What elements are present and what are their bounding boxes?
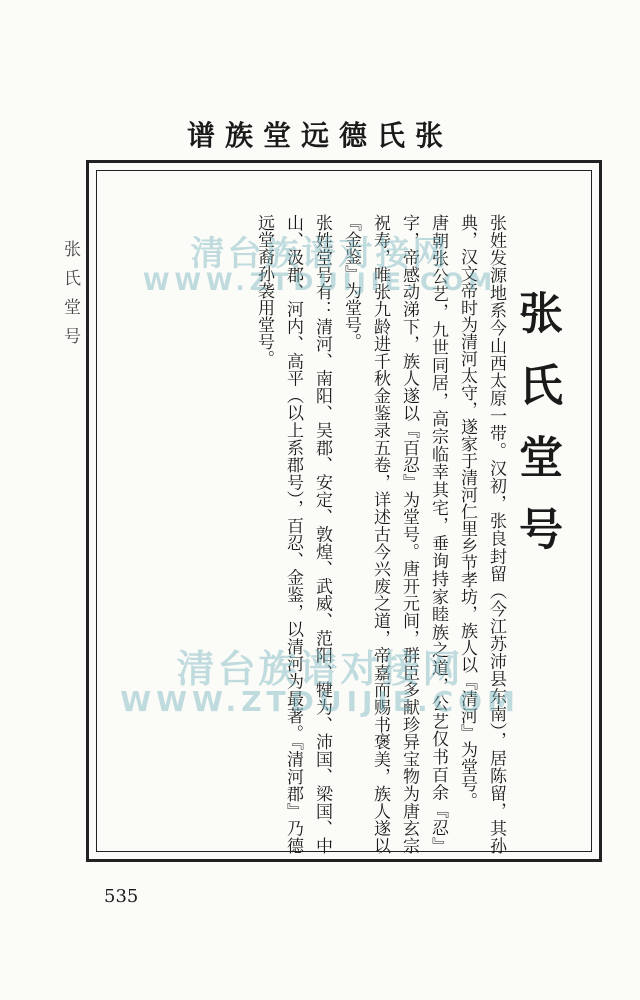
paragraph: 唐朝张公艺，九世同居，高宗临幸其宅，垂询持家睦族之道，公艺仅书百余『忍』字，帝感动涕下，族人遂以『百忍』为堂号。唐开元间，群臣多献珍异宝物为唐玄宗祝寿，唯张九龄进千秋金鉴录五卷，详述古今兴废之道，帝嘉而赐书褒美，族人遂以『金鉴』为堂号。 [341,214,448,854]
paragraph: 张姓发源地系今山西太原一带。汉初，张良封留（今江苏沛县东南），居陈留，其孙典，汉文帝时为清河太守，遂家于清河仁里乡节孝坊，族人以『清河』为堂号。 [457,214,506,854]
page-title: 谱族堂远德氏张 [186,119,453,152]
page-number: 535 [104,886,139,907]
article-heading: 张氏堂号 [511,290,562,578]
side-running-title: 张氏堂号 [60,240,80,356]
watermark-url: WWW.ZTDUIJIE.COM [143,268,497,296]
watermark-url: WWW.ZTDUIJIE.COM [120,685,520,718]
paragraph: 张姓堂号有：清河、南阳、吴郡、安定、敦煌、武威、范阳、犍为、沛国、梁国、中山、汲郡、河内、高平（以上系郡号），百忍、金鉴，以清河为最著。『清河郡』乃德远堂裔孙袭用堂号。 [254,214,332,854]
article-body [110,214,510,854]
watermark-text: 清台族谱对接网 [190,234,450,274]
watermark-text: 清台族谱对接网 [176,647,464,691]
